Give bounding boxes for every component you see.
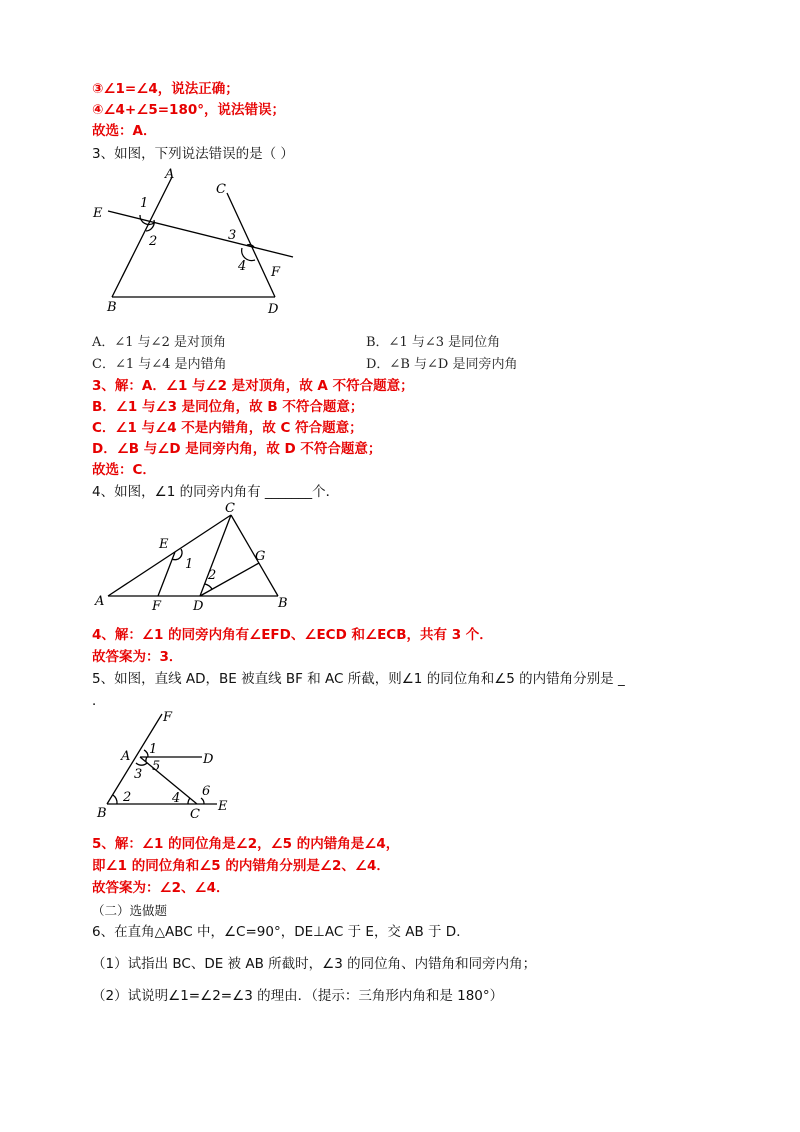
q5-angle-arc-2 xyxy=(113,795,117,804)
q5-label-B: B xyxy=(97,806,107,821)
q5-label-3: 3 xyxy=(134,767,143,782)
q5-question-continuation: ． xyxy=(92,693,106,709)
q3-label-1: 1 xyxy=(140,196,149,211)
q5-label-A: A xyxy=(121,749,131,764)
q5-label-1: 1 xyxy=(149,742,158,757)
q3-solution-line-2: B．∠1 与∠3 是同位角，故 B 不符合题意； xyxy=(92,399,364,415)
q5-angle-arc-1 xyxy=(144,750,148,757)
q5-angle-arc-3 xyxy=(136,763,147,765)
q5-solution-line-1: 5、解：∠1 的同位角是∠2，∠5 的内错角是∠4， xyxy=(92,836,400,852)
prev-answer-choice: 故选：A． xyxy=(92,123,157,139)
q4-label-2: 2 xyxy=(208,568,217,583)
q4-question: 4、如图，∠1 的同旁内角有 _______个． xyxy=(92,484,340,500)
q4-label-C: C xyxy=(225,501,235,516)
section-2-title: （二）选做题 xyxy=(92,903,168,918)
q3-label-E: E xyxy=(93,206,103,221)
q5-figure xyxy=(92,708,242,823)
q5-label-E: E xyxy=(218,799,228,814)
q3-solution-line-3: C．∠1 与∠4 不是内错角，故 C 符合题意； xyxy=(92,420,363,436)
q6-part-2: （2）试说明∠1=∠2=∠3 的理由．（提示：三角形内角和是 180°） xyxy=(92,988,504,1004)
q4-label-E: E xyxy=(159,537,169,552)
q5-label-6: 6 xyxy=(202,784,211,799)
q5-label-4: 4 xyxy=(172,791,181,806)
q3-solution-line-1: 3、解：A．∠1 与∠2 是对顶角，故 A 不符合题意； xyxy=(92,378,414,394)
q4-angle-arc-2 xyxy=(205,584,212,589)
q3-label-4: 4 xyxy=(238,259,247,274)
q5-label-2: 2 xyxy=(123,790,132,805)
q3-solution-line-5: 故选：C． xyxy=(92,462,156,478)
q4-label-B: B xyxy=(278,596,288,611)
q3-option-B: B．∠1 与∠3 是同位角 xyxy=(366,335,501,350)
q4-solution-line-1: 4、解：∠1 的同旁内角有∠EFD、∠ECD 和∠ECB，共有 3 个． xyxy=(92,627,493,643)
q3-option-C: C．∠1 与∠4 是内错角 xyxy=(92,357,227,372)
q4-line-CD xyxy=(200,515,231,596)
q3-option-A: A．∠1 与∠2 是对顶角 xyxy=(92,335,226,350)
q5-label-D: D xyxy=(203,752,214,767)
prev-answer-line-3: ③∠1=∠4，说法正确； xyxy=(92,81,239,97)
q5-label-5: 5 xyxy=(152,759,161,774)
q5-line-AC xyxy=(140,757,197,804)
q3-label-A: A xyxy=(165,167,175,182)
q4-label-A: A xyxy=(95,594,105,609)
q5-label-C: C xyxy=(190,807,200,822)
q3-question: 3、如图，下列说法错误的是（ ） xyxy=(92,146,294,162)
q3-solution-line-4: D．∠B 与∠D 是同旁内角，故 D 不符合题意； xyxy=(92,441,382,457)
q3-label-F: F xyxy=(271,265,281,280)
q4-label-1: 1 xyxy=(185,557,194,572)
q3-label-D: D xyxy=(268,302,279,317)
q4-label-D: D xyxy=(193,599,204,614)
q4-solution-line-2: 故答案为：3． xyxy=(92,649,183,665)
q3-line-AB xyxy=(112,177,172,297)
prev-answer-line-4: ④∠4+∠5=180°，说法错误； xyxy=(92,102,285,118)
q4-label-F: F xyxy=(152,599,162,614)
q3-option-D: D．∠B 与∠D 是同旁内角 xyxy=(366,357,518,372)
q5-angle-arc-5 xyxy=(146,757,147,762)
q3-label-2: 2 xyxy=(149,234,158,249)
q4-figure xyxy=(92,503,302,613)
q4-line-AC xyxy=(108,515,231,596)
q3-figure xyxy=(90,165,310,315)
q5-solution-line-2: 即∠1 的同位角和∠5 的内错角分别是∠2、∠4． xyxy=(92,858,390,874)
q3-label-3: 3 xyxy=(228,228,237,243)
q6-part-1: （1）试指出 BC、DE 被 AB 所截时，∠3 的同位角、内错角和同旁内角； xyxy=(92,956,537,972)
q5-solution-line-3: 故答案为：∠2、∠4． xyxy=(92,880,230,896)
q5-angle-arc-4 xyxy=(188,798,190,804)
q3-label-C: C xyxy=(216,182,226,197)
q5-question: 5、如图，直线 AD，BE 被直线 BF 和 AC 所截，则∠1 的同位角和∠5 的内错角分别是 _ xyxy=(92,671,625,687)
q4-label-G: G xyxy=(255,549,266,564)
q5-label-F: F xyxy=(163,710,173,725)
q6-question: 6、在直角△ABC 中，∠C=90°，DE⊥AC 于 E，交 AB 于 D． xyxy=(92,924,470,940)
q3-label-B: B xyxy=(107,300,117,315)
